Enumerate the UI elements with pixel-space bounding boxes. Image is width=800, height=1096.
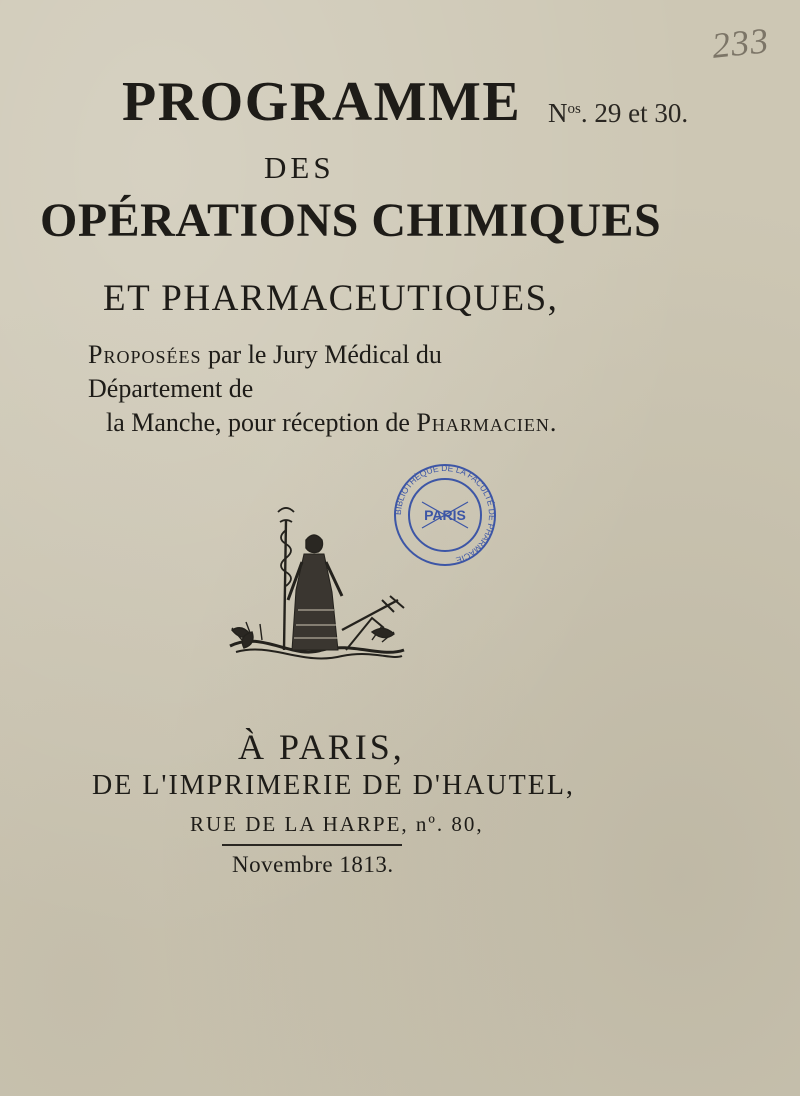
subtitle-line1-rest: par le Jury Médical du Département de [88,340,442,403]
doc-numbers-sup: os [567,101,581,117]
printer-emblem-illustration [222,500,412,670]
stamp-outer-text: BIBLIOTHÈQUE DE LA FACULTÉ DE PHARMACIE [392,462,498,566]
imprint-date: Novembre 1813. [232,852,394,877]
subtitle-line2-end: . [549,408,557,437]
imprint-address: RUE DE LA HARPE, nº. 80, [190,812,484,836]
subtitle-pharmacien: Pharmacien [416,408,550,437]
imprint-city: À PARIS, [238,727,405,767]
handwritten-page-number: 233 [710,20,771,66]
doc-numbers-text: . 29 et 30. [580,98,689,128]
subtitle-line2-start: la Manche, pour réception de [106,408,417,437]
library-stamp [392,462,498,568]
page-title: PROGRAMME [122,71,522,133]
stamp-inner-text: PARIS [424,507,466,523]
title-operations: OPÉRATIONS CHIMIQUES [40,194,662,247]
doc-numbers-prefix: N [548,98,568,128]
subtitle [88,338,558,440]
document-numbers [548,98,688,129]
imprint-printer: DE L'IMPRIMERIE DE D'HAUTEL, [92,770,575,801]
subtitle-line2 [88,406,558,440]
subtitle-proposees: Proposées [88,340,202,369]
title-des: DES [264,150,335,185]
horizontal-rule [222,844,402,846]
title-et-pharmaceutiques: ET PHARMACEUTIQUES, [103,278,559,319]
